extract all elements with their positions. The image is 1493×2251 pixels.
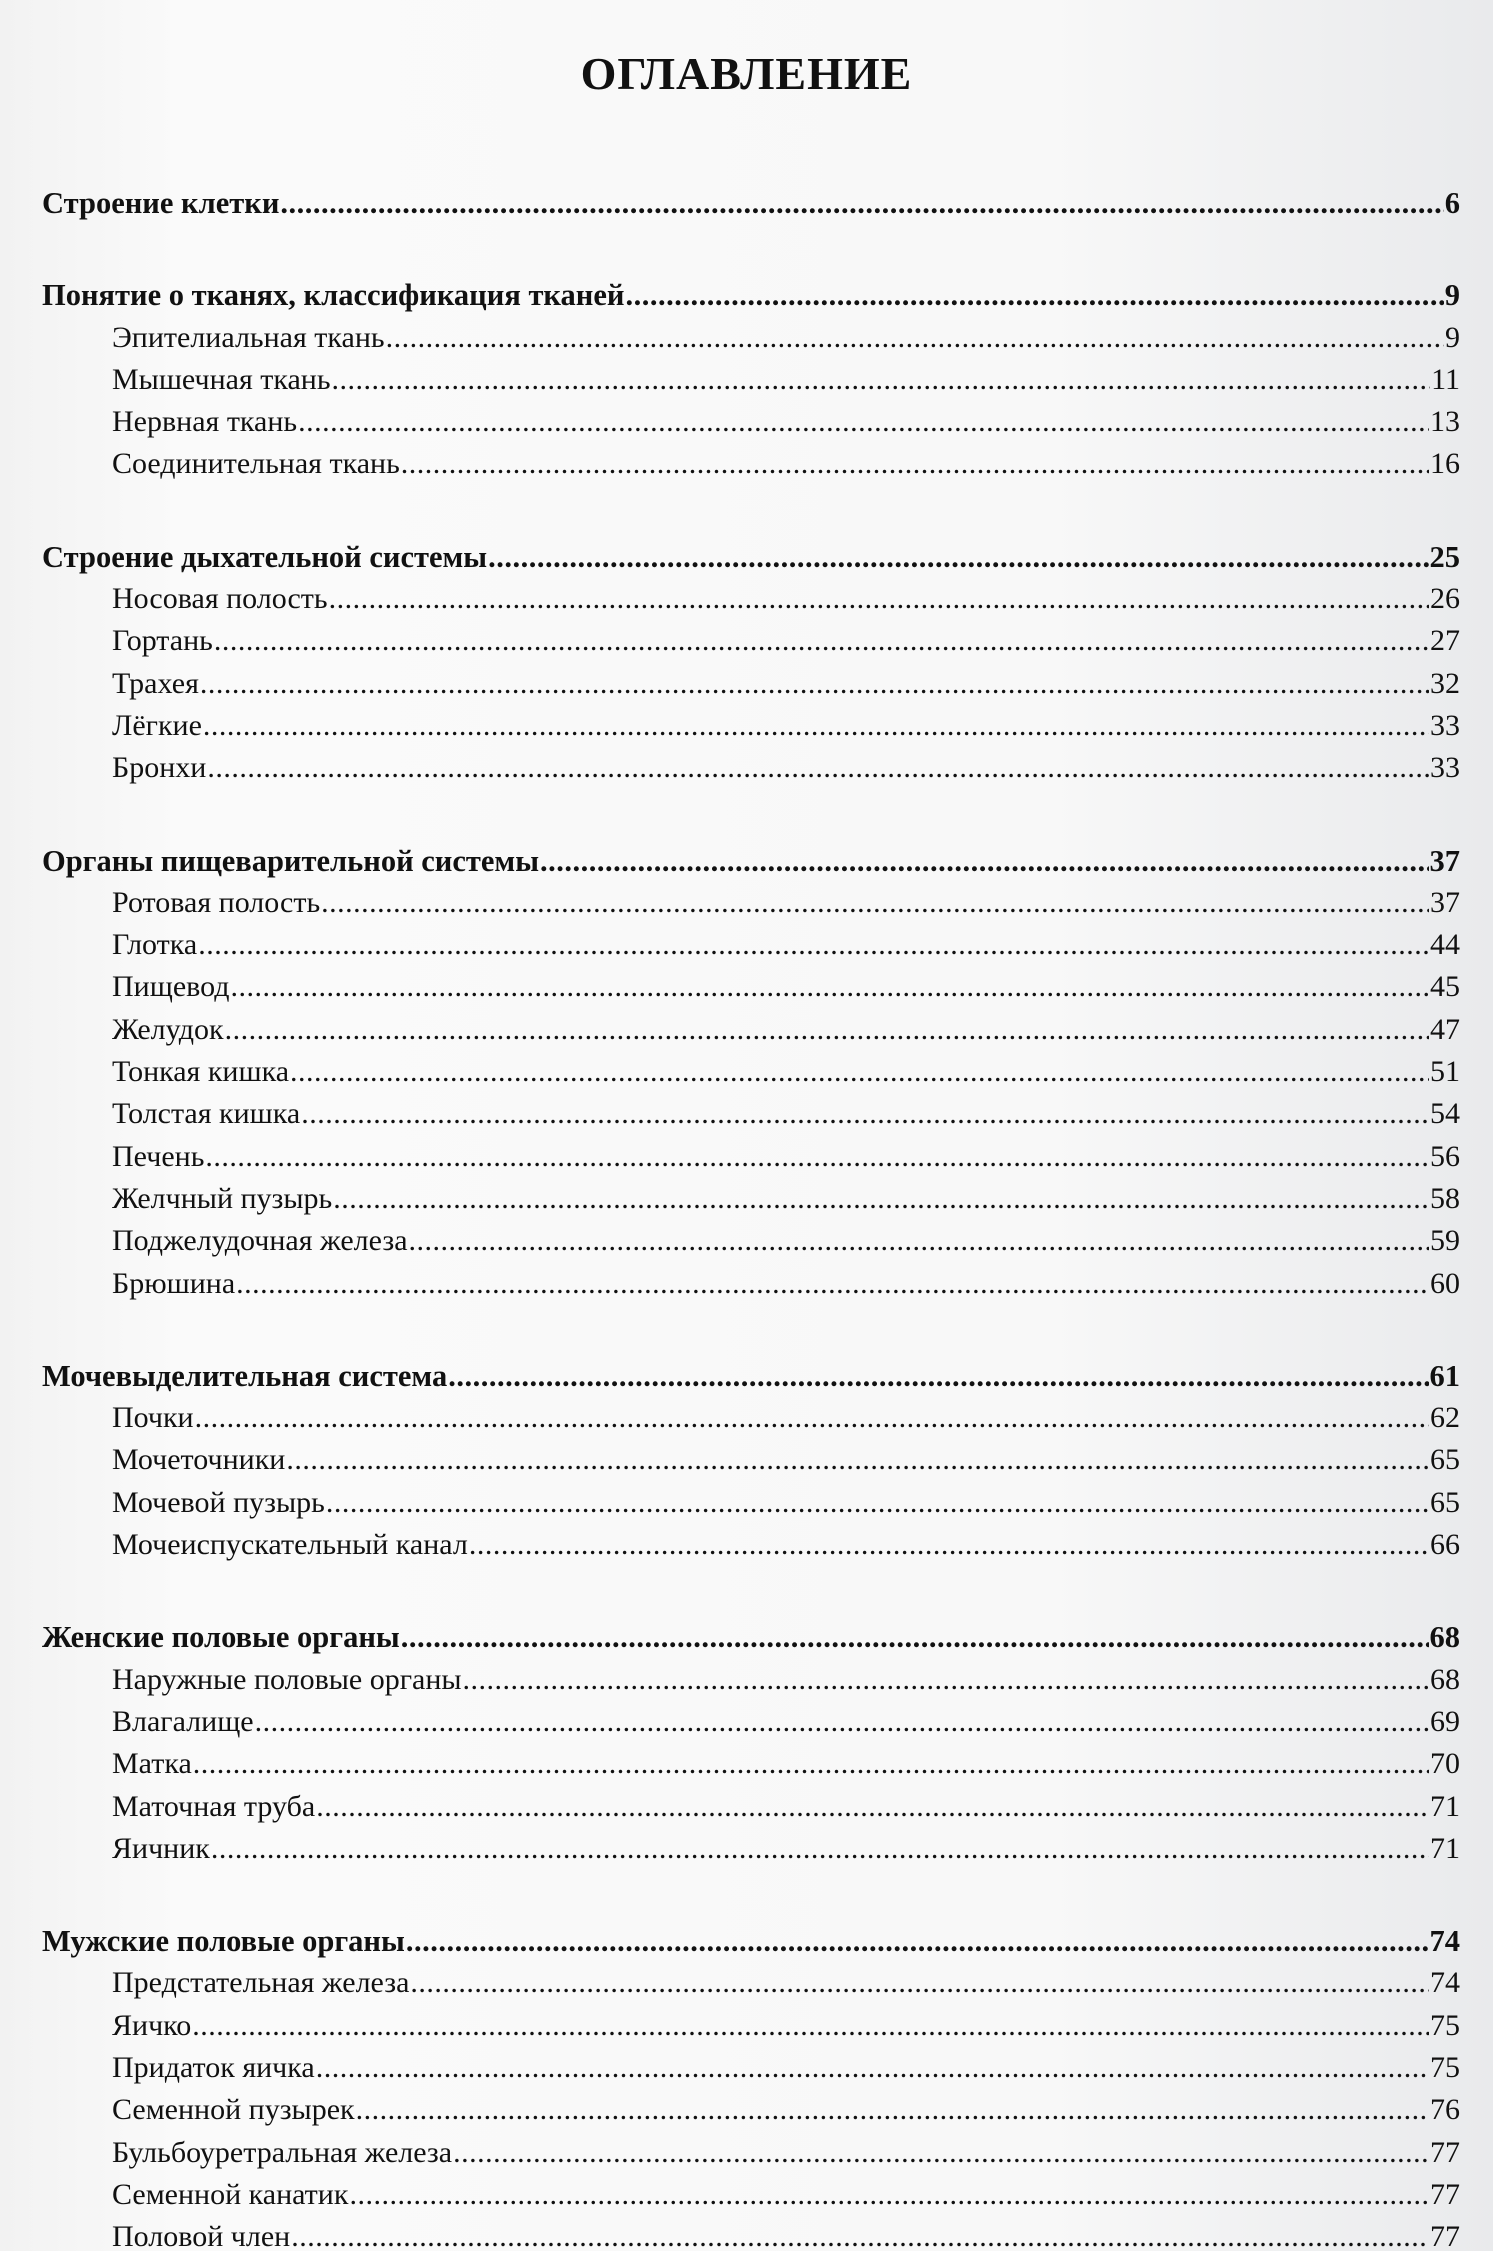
toc-entry[interactable]	[42, 1093, 1460, 1135]
section-spacer	[42, 486, 1460, 536]
toc-section	[42, 274, 1460, 485]
dot-leader	[286, 1439, 1429, 1481]
toc-entry-label: Трахея	[112, 666, 199, 700]
dot-leader	[200, 663, 1429, 705]
toc-section-heading[interactable]	[42, 1920, 1460, 1962]
toc-page-number: 65	[1430, 1485, 1460, 1519]
toc-entry-label: Половой член	[112, 2220, 291, 2251]
dot-leader	[192, 2005, 1429, 2047]
dot-leader	[211, 1828, 1429, 1870]
toc-page-number: 33	[1430, 751, 1460, 785]
toc-entry[interactable]	[42, 747, 1460, 789]
section-spacer	[42, 790, 1460, 840]
dot-leader	[401, 1616, 1429, 1658]
dot-leader	[329, 578, 1429, 620]
toc-entry-label: Наружные половые органы	[112, 1662, 462, 1696]
dot-leader	[625, 274, 1443, 316]
toc-entry-label: Толстая кишка	[112, 1097, 301, 1131]
toc-page-number: 75	[1430, 2050, 1460, 2084]
toc-section	[42, 1355, 1460, 1566]
toc-entry-label: Влагалище	[112, 1704, 254, 1738]
toc-entry[interactable]	[42, 705, 1460, 747]
toc-page-number: 9	[1444, 278, 1460, 313]
dot-leader	[406, 1920, 1429, 1962]
toc-entry-label: Матка	[112, 1747, 192, 1781]
toc-section	[42, 1616, 1460, 1870]
toc-section-title: Понятие о тканях, классификация тканей	[42, 278, 625, 313]
toc-entry-label: Соединительная ткань	[112, 447, 400, 481]
toc-entry-label: Ротовая полость	[112, 885, 321, 919]
dot-leader	[410, 1962, 1429, 2004]
toc-section-heading[interactable]	[42, 840, 1460, 882]
toc-entry-label: Маточная труба	[112, 1789, 316, 1823]
toc-entry-label: Мочеиспускательный канал	[112, 1528, 468, 1562]
toc-entry-label: Яичник	[112, 1831, 210, 1865]
dot-leader	[333, 1178, 1429, 1220]
toc-page-number: 60	[1430, 1266, 1460, 1300]
toc-page-number: 75	[1430, 2008, 1460, 2042]
toc-section	[42, 840, 1460, 1305]
toc-entry-label: Эпителиальная ткань	[112, 320, 385, 354]
toc-section	[42, 182, 1460, 224]
toc-page-number: 33	[1430, 708, 1460, 742]
toc-entry[interactable]	[42, 2216, 1460, 2251]
toc-page-number: 68	[1430, 1662, 1460, 1696]
toc-entry-label: Мочевой пузырь	[112, 1485, 325, 1519]
toc-page-number: 59	[1430, 1224, 1460, 1258]
toc-entry[interactable]	[42, 2174, 1460, 2216]
dot-leader	[401, 443, 1429, 485]
toc-entry[interactable]	[42, 1136, 1460, 1178]
dot-leader	[280, 182, 1443, 224]
dot-leader	[453, 2132, 1429, 2174]
toc-page-number: 68	[1429, 1620, 1460, 1655]
toc-page-number: 25	[1429, 539, 1460, 574]
toc-page-number: 37	[1429, 843, 1460, 878]
toc-entry[interactable]	[42, 1828, 1460, 1870]
toc-entry-label: Бронхи	[112, 751, 207, 785]
toc-entry-label: Печень	[112, 1139, 205, 1173]
dot-leader	[469, 1524, 1429, 1566]
toc-entry[interactable]	[42, 2047, 1460, 2089]
toc-entry-label: Почки	[112, 1401, 194, 1435]
toc-entry-label: Гортань	[112, 624, 213, 658]
dot-leader	[448, 1355, 1428, 1397]
toc-entry-label: Брюшина	[112, 1266, 236, 1300]
toc-entry[interactable]	[42, 1439, 1460, 1481]
toc-entry[interactable]	[42, 1263, 1460, 1305]
toc-entry-label: Желудок	[112, 1012, 224, 1046]
dot-leader	[326, 1482, 1429, 1524]
toc-entry[interactable]	[42, 1786, 1460, 1828]
toc-section-title: Мужские половые органы	[42, 1924, 405, 1959]
toc-entry-label: Семенной пузырек	[112, 2093, 355, 2127]
dot-leader	[193, 1743, 1429, 1785]
dot-leader	[231, 966, 1430, 1008]
toc-entry[interactable]	[42, 663, 1460, 705]
toc-page-number: 69	[1430, 1704, 1460, 1738]
toc-entry[interactable]	[42, 1962, 1460, 2004]
toc-entry-label: Поджелудочная железа	[112, 1224, 408, 1258]
toc-page-number: 37	[1430, 885, 1460, 919]
toc-entry[interactable]	[42, 401, 1460, 443]
toc-page-number: 65	[1430, 1443, 1460, 1477]
toc-entry-label: Яичко	[112, 2008, 192, 2042]
dot-leader	[214, 620, 1429, 662]
toc-entry-label: Желчный пузырь	[112, 1181, 333, 1215]
toc-entry[interactable]	[42, 578, 1460, 620]
toc-page-number: 9	[1445, 320, 1460, 354]
toc-page-number: 62	[1430, 1401, 1460, 1435]
toc-entry[interactable]	[42, 359, 1460, 401]
toc-section	[42, 536, 1460, 790]
dot-leader	[349, 2174, 1429, 2216]
toc-entry-label: Мочеточники	[112, 1443, 286, 1477]
toc-entry[interactable]	[42, 966, 1460, 1008]
toc-page-number: 13	[1430, 405, 1460, 439]
dot-leader	[198, 924, 1429, 966]
toc-page-number: 11	[1431, 362, 1460, 396]
dot-leader	[316, 1786, 1429, 1828]
toc-entry[interactable]	[42, 443, 1460, 485]
dot-leader	[301, 1093, 1429, 1135]
toc-entry[interactable]	[42, 1220, 1460, 1262]
dot-leader	[236, 1263, 1429, 1305]
toc-page-number: 27	[1430, 624, 1460, 658]
toc-entry[interactable]	[42, 2089, 1460, 2131]
toc-entry-label: Лёгкие	[112, 708, 202, 742]
toc-section-title: Органы пищеварительной системы	[42, 843, 540, 878]
toc-section-title: Мочевыделительная система	[42, 1358, 448, 1393]
toc-page-number: 26	[1430, 582, 1460, 616]
section-spacer	[42, 224, 1460, 274]
dot-leader	[205, 1136, 1429, 1178]
toc-entry[interactable]	[42, 1659, 1460, 1701]
toc-entry[interactable]	[42, 1051, 1460, 1093]
dot-leader	[195, 1397, 1429, 1439]
toc-page-number: 74	[1430, 1966, 1460, 2000]
section-spacer	[42, 1870, 1460, 1920]
toc-page-number: 76	[1430, 2093, 1460, 2127]
toc-section-heading[interactable]	[42, 1355, 1460, 1397]
toc-entry-label: Придаток яичка	[112, 2050, 315, 2084]
dot-leader	[488, 536, 1428, 578]
toc-section	[42, 1920, 1460, 2251]
dot-leader	[356, 2089, 1429, 2131]
toc-entry[interactable]	[42, 2132, 1460, 2174]
toc-entry[interactable]	[42, 317, 1460, 359]
dot-leader	[332, 359, 1431, 401]
toc-page-number: 71	[1430, 1789, 1460, 1823]
toc-page-number: 58	[1430, 1181, 1460, 1215]
toc-entry-label: Носовая полость	[112, 582, 328, 616]
dot-leader	[291, 2216, 1429, 2251]
dot-leader	[255, 1701, 1429, 1743]
toc-page-number: 70	[1430, 1747, 1460, 1781]
dot-leader	[298, 401, 1429, 443]
toc-entry-label: Предстательная железа	[112, 1966, 410, 2000]
toc-entry-label: Пищевод	[112, 970, 230, 1004]
dot-leader	[203, 705, 1429, 747]
toc-section-heading[interactable]	[42, 274, 1460, 316]
dot-leader	[207, 747, 1429, 789]
toc-page-number: 51	[1430, 1055, 1460, 1089]
toc-page-number: 16	[1430, 447, 1460, 481]
toc-page-number: 32	[1430, 666, 1460, 700]
toc-page-number: 74	[1429, 1924, 1460, 1959]
dot-leader	[290, 1051, 1429, 1093]
toc-page-number: 61	[1429, 1358, 1460, 1393]
toc-entry[interactable]	[42, 1743, 1460, 1785]
toc-page-number: 77	[1430, 2135, 1460, 2169]
section-spacer	[42, 1566, 1460, 1616]
dot-leader	[540, 840, 1428, 882]
toc-entry-label: Нервная ткань	[112, 405, 298, 439]
toc-section-title: Строение клетки	[42, 186, 280, 220]
toc-section-heading[interactable]	[42, 182, 1460, 224]
toc-entry[interactable]	[42, 1009, 1460, 1051]
toc-entry-label: Глотка	[112, 928, 198, 962]
dot-leader	[321, 882, 1429, 924]
toc-page-number: 6	[1444, 186, 1460, 220]
toc-entry-label: Бульбоуретральная железа	[112, 2135, 453, 2169]
toc-page-number: 77	[1430, 2177, 1460, 2211]
toc-page-number: 47	[1430, 1012, 1460, 1046]
toc-entry[interactable]	[42, 1178, 1460, 1220]
toc-section-heading[interactable]	[42, 536, 1460, 578]
toc-entry-label: Тонкая кишка	[112, 1055, 290, 1089]
dot-leader	[386, 317, 1444, 359]
toc-entry[interactable]	[42, 924, 1460, 966]
dot-leader	[316, 2047, 1429, 2089]
toc-section-title: Строение дыхательной системы	[42, 539, 488, 574]
section-spacer	[42, 1305, 1460, 1355]
toc-entry[interactable]	[42, 620, 1460, 662]
toc-page-number: 71	[1430, 1831, 1460, 1865]
dot-leader	[463, 1659, 1429, 1701]
toc-entry[interactable]	[42, 1701, 1460, 1743]
dot-leader	[409, 1220, 1429, 1262]
toc-page-number: 54	[1430, 1097, 1460, 1131]
toc-section-title: Женские половые органы	[42, 1620, 400, 1655]
toc-entry[interactable]	[42, 882, 1460, 924]
toc-page-number: 66	[1430, 1528, 1460, 1562]
toc-entry[interactable]	[42, 1482, 1460, 1524]
dot-leader	[225, 1009, 1429, 1051]
toc-entry[interactable]	[42, 1397, 1460, 1439]
page-title: ОГЛАВЛЕНИЕ	[580, 48, 913, 99]
toc-section-heading[interactable]	[42, 1616, 1460, 1658]
toc-page-number: 56	[1430, 1139, 1460, 1173]
toc-page-number: 45	[1430, 970, 1460, 1004]
toc-page-number: 77	[1430, 2220, 1460, 2251]
toc-page-number: 44	[1430, 928, 1460, 962]
table-of-contents	[42, 182, 1460, 2251]
toc-entry[interactable]	[42, 2005, 1460, 2047]
toc-entry-label: Мышечная ткань	[112, 362, 331, 396]
toc-entry[interactable]	[42, 1524, 1460, 1566]
toc-entry-label: Семенной канатик	[112, 2177, 349, 2211]
